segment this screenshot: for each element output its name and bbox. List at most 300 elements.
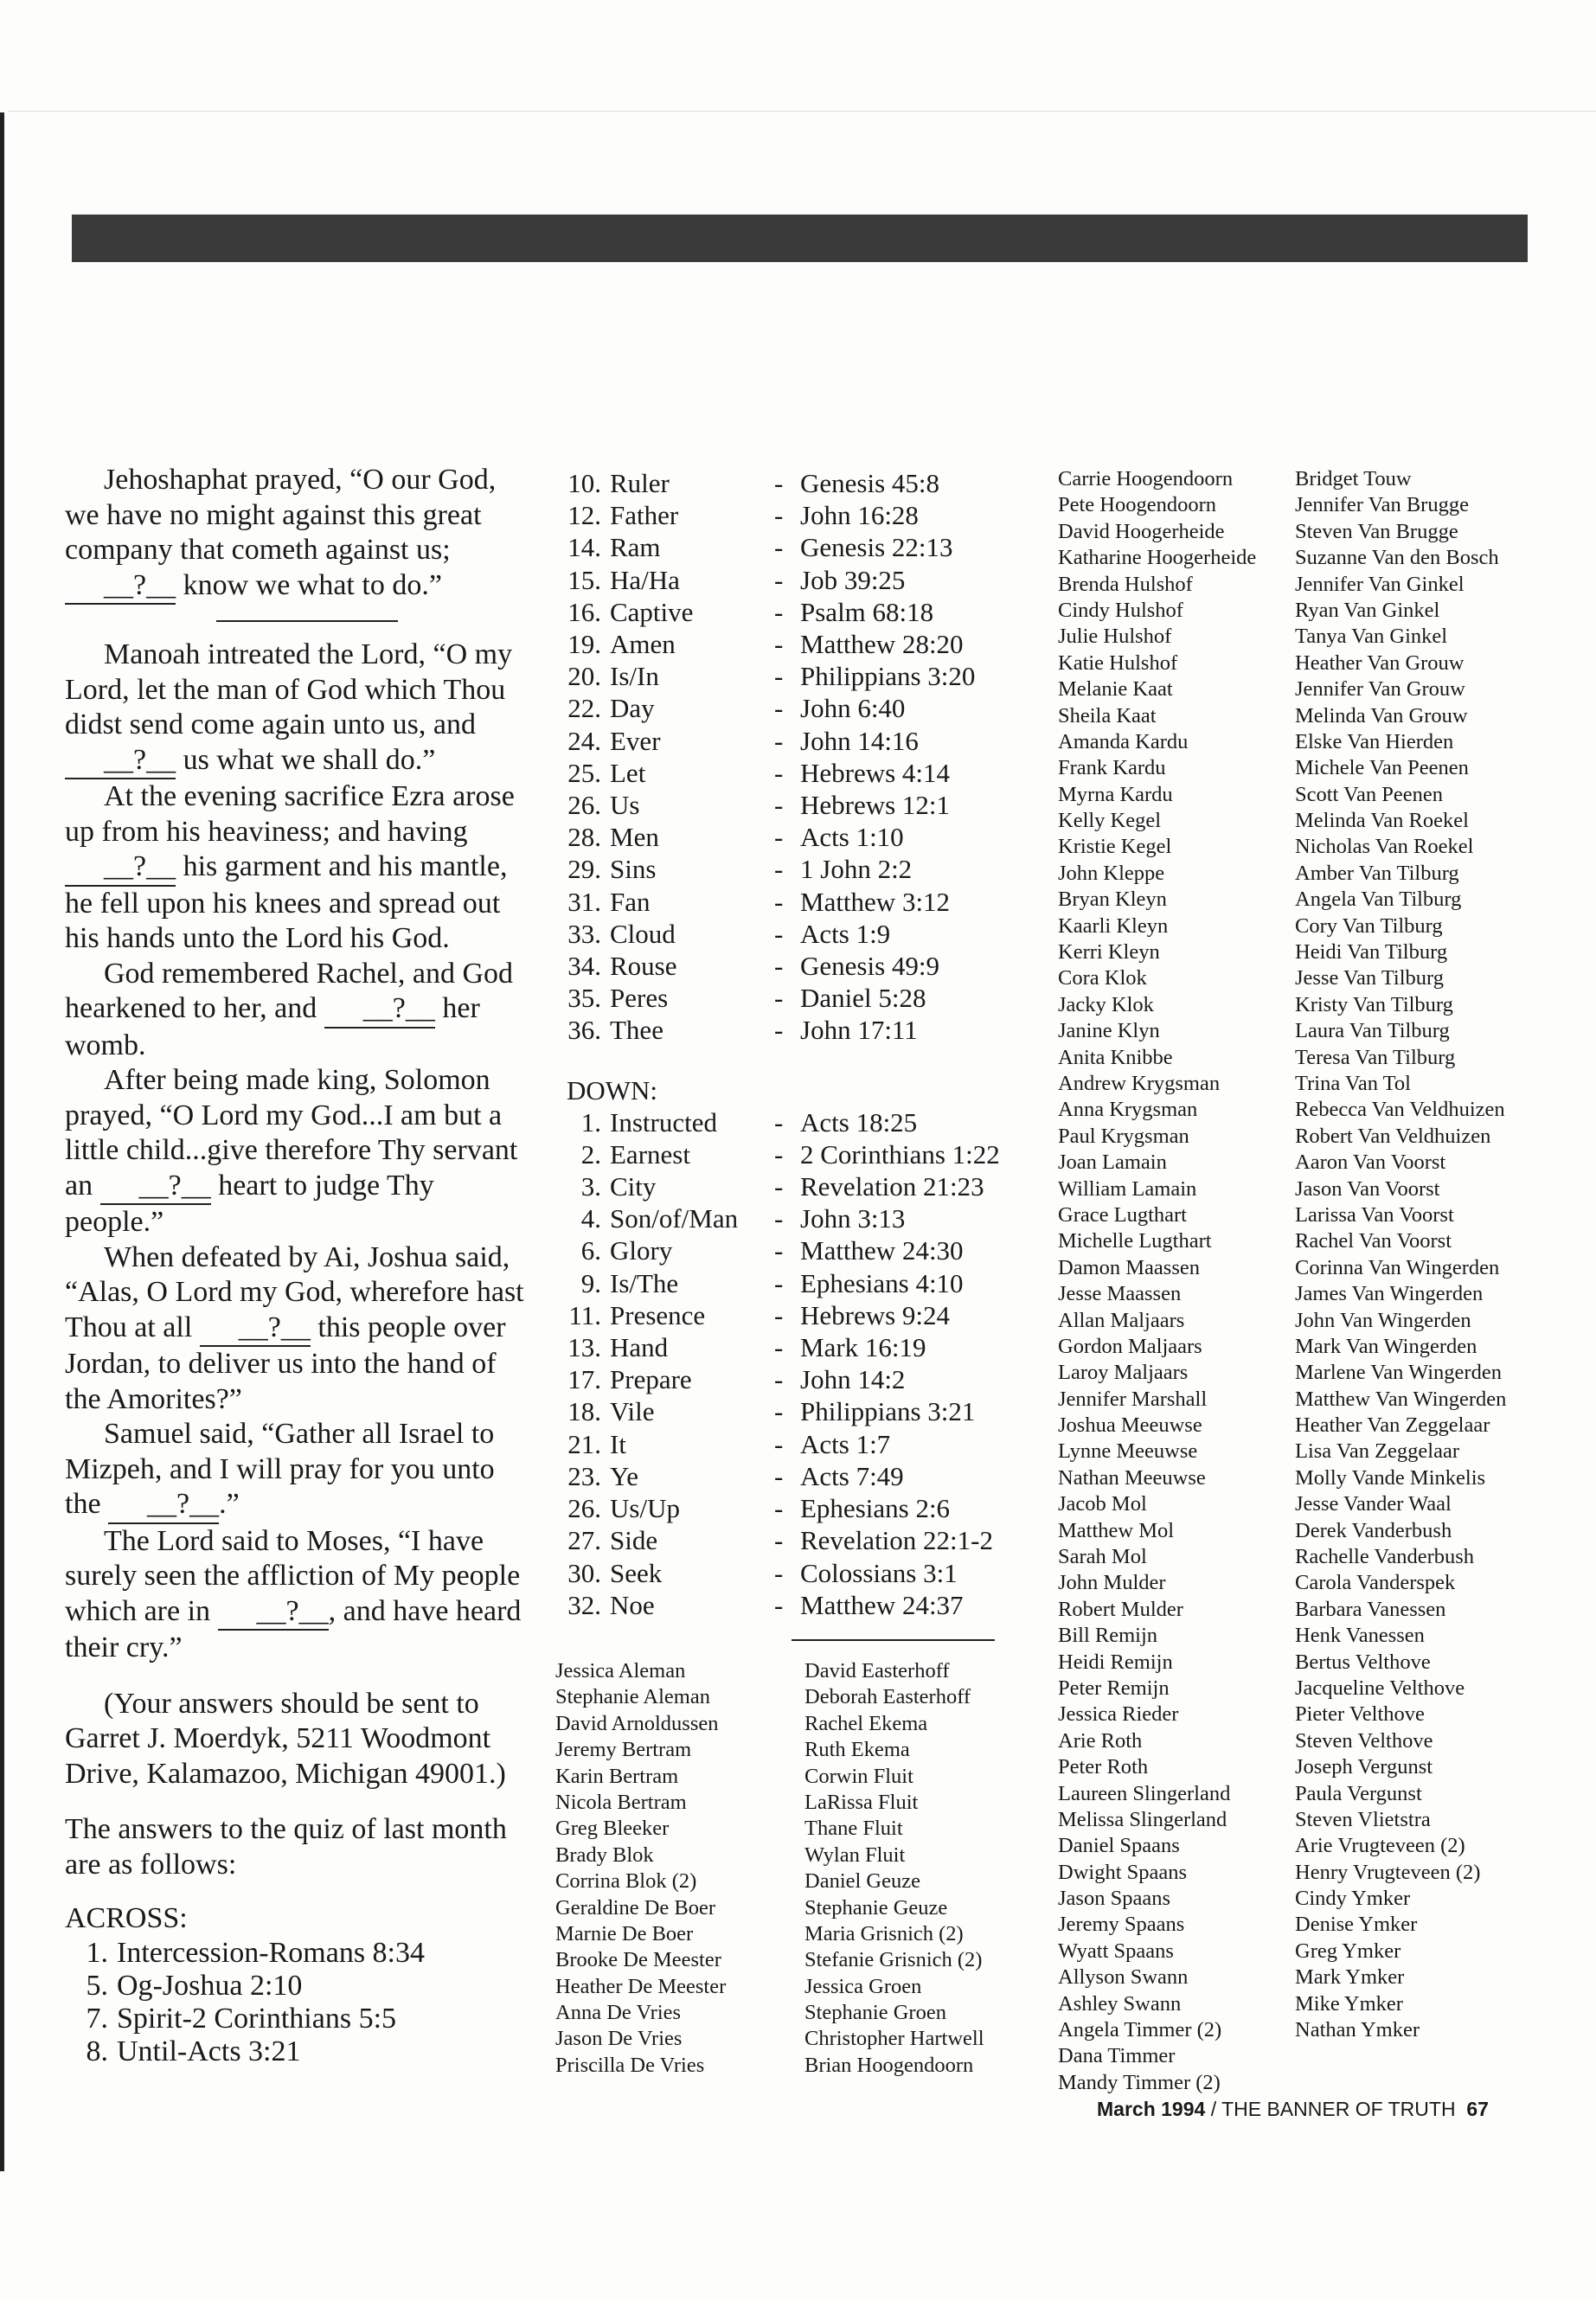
contributor-name: Paula Vergunst: [1295, 1781, 1422, 1805]
contributor-name: Molly Vande Minkelis: [1295, 1465, 1486, 1490]
quiz-clue: The Lord said to Moses, “I have surely seen the affliction of My people which are in __?__, and have heard their cry.”: [65, 1524, 522, 1663]
contributor-name: Melanie Kaat: [1058, 677, 1173, 702]
contributor-name: Kaarli Kleyn: [1058, 913, 1169, 938]
names-column-a: [555, 1658, 726, 2079]
dash: -: [774, 822, 784, 853]
dash: -: [774, 1364, 784, 1395]
scripture-reference: Philippians 3:20: [800, 661, 976, 692]
clue-number: 29.: [567, 854, 601, 885]
contributor-name: Marnie De Boer: [555, 1921, 694, 1945]
answer-row: [567, 628, 1034, 660]
contributor-name: Rebecca Van Veldhuizen: [1295, 1098, 1505, 1122]
contributor-name: Nicola Bertram: [555, 1790, 687, 1814]
answer-word: Ye: [610, 1460, 639, 1491]
dash: -: [774, 886, 784, 917]
answer-row: [567, 1428, 1034, 1460]
quiz-clue: When defeated by Ai, Joshua said, “Alas, O Lord my God, wherefore hast Thou at all __?__ this people over Jordan, to deliver us into the hand of the Amorites?”: [65, 1240, 524, 1415]
contributor-name: Stephanie Aleman: [555, 1685, 710, 1709]
answer-row: [65, 2035, 536, 2068]
clue-number: 22.: [567, 693, 601, 724]
contributor-name: Maria Grisnich (2): [804, 1921, 964, 1945]
answers-column: [567, 467, 1034, 1621]
contributor-name: Jennifer Van Grouw: [1295, 677, 1465, 702]
answer-row: [567, 950, 1034, 982]
answer-word: Peres: [610, 983, 669, 1014]
contributor-name: Denise Ymker: [1295, 1913, 1418, 1937]
clue-number: 34.: [567, 951, 601, 982]
contributor-name: Heidi Remijn: [1058, 1650, 1173, 1674]
dash: -: [774, 1428, 784, 1459]
contributor-name: Derek Vanderbush: [1295, 1518, 1452, 1542]
contributor-name: Elske Van Hierden: [1295, 729, 1454, 753]
answer-word: Cloud: [610, 918, 676, 949]
contributor-name: Pete Hoogendoorn: [1058, 493, 1217, 517]
clue-number: 17.: [567, 1364, 601, 1395]
contributor-name: Angela Timmer (2): [1058, 2018, 1222, 2042]
contributor-name: Amber Van Tilburg: [1295, 861, 1459, 885]
clue-number: 26.: [567, 1493, 601, 1524]
dash: -: [774, 983, 784, 1014]
page-footer: [1097, 2098, 1489, 2121]
contributor-name: Sarah Mol: [1058, 1545, 1147, 1569]
dash: -: [152, 1969, 163, 2002]
clue-number: 9.: [580, 1267, 601, 1298]
scripture-reference: John 16:28: [800, 500, 919, 531]
contributor-name: Allyson Swann: [1058, 1965, 1189, 1990]
answer-word: Day: [610, 693, 655, 724]
answer-row: [567, 821, 1034, 853]
clue-number: 5.: [86, 1969, 108, 2002]
answer-word: Captive: [610, 596, 694, 627]
dash: -: [774, 1396, 784, 1427]
clue-number: 6.: [580, 1235, 601, 1266]
clue-number: 1.: [580, 1106, 601, 1138]
contributor-name: William Lamain: [1058, 1176, 1197, 1201]
clue-number: 7.: [86, 2002, 108, 2035]
answer-word: Us/Up: [610, 1493, 680, 1524]
dash: -: [774, 1589, 784, 1620]
contributor-name: Heather Van Grouw: [1295, 651, 1465, 675]
clue-number: 15.: [567, 564, 601, 595]
dash: -: [774, 1267, 784, 1298]
answer-word: Prepare: [610, 1364, 692, 1395]
answer-word: Ram: [610, 532, 661, 563]
dash: -: [774, 1557, 784, 1588]
scripture-reference: Genesis 22:13: [800, 532, 953, 563]
contributor-name: Nathan Ymker: [1295, 2018, 1420, 2042]
clue-number: 36.: [567, 1015, 601, 1046]
contributor-name: Peter Remijn: [1058, 1676, 1170, 1700]
answer-word: Presence: [610, 1299, 706, 1330]
publication-name: THE BANNER OF TRUTH: [1221, 2098, 1456, 2120]
dash: -: [774, 918, 784, 949]
contributor-name: Heather Van Zeggelaar: [1295, 1413, 1490, 1438]
clue-number: 13.: [567, 1332, 601, 1363]
contributor-name: Greg Bleeker: [555, 1817, 670, 1841]
contributor-name: Heather De Meester: [555, 1974, 727, 1998]
contributor-name: Ashley Swann: [1058, 1991, 1182, 2016]
scripture-reference: Acts 1:7: [800, 1428, 891, 1459]
answer-word: Us: [610, 790, 640, 821]
contributor-name: Nathan Meeuwse: [1058, 1465, 1206, 1490]
across-list-part2: [567, 467, 1034, 1047]
answer-row: [567, 918, 1034, 950]
answer-row: [567, 853, 1034, 885]
contributor-name: Mark Van Wingerden: [1295, 1334, 1477, 1358]
clue-number: 8.: [86, 2035, 108, 2067]
scripture-reference: Daniel 5:28: [800, 983, 926, 1014]
quiz-clue: After being made king, Solomon prayed, “O Lord my God...I am but a little child...give therefore Thy servant an __?__ heart to judge Thy people.”: [65, 1064, 518, 1238]
clue-number: 26.: [567, 790, 601, 821]
scripture-reference: John 6:40: [800, 693, 906, 724]
dash: -: [774, 1525, 784, 1556]
answer-blank: __?__: [65, 568, 176, 606]
contributor-name: Daniel Spaans: [1058, 1834, 1180, 1858]
contributor-name: Nicholas Van Roekel: [1295, 835, 1474, 859]
contributor-name: Carrie Hoogendoorn: [1058, 467, 1234, 490]
answer-word: Rouse: [610, 951, 677, 982]
contributor-name: Greg Ymker: [1295, 1939, 1401, 1963]
contributor-name: Priscilla De Vries: [555, 2053, 705, 2077]
contributor-name: Bill Remijn: [1058, 1624, 1158, 1648]
contributor-name: John Kleppe: [1058, 861, 1165, 885]
contributor-name: Paul Krygsman: [1058, 1124, 1189, 1148]
contributor-name: Mandy Timmer (2): [1058, 2070, 1221, 2094]
answer-word: Father: [610, 500, 679, 531]
answer-row: [567, 1138, 1034, 1170]
answer-blank: __?__: [100, 1169, 211, 1206]
clue-number: 27.: [567, 1525, 601, 1556]
clue-number: 12.: [567, 500, 601, 531]
contributor-name: Laura Van Tilburg: [1295, 1019, 1450, 1043]
contributor-name: Jesse Van Tilburg: [1295, 966, 1445, 990]
clue-number: 32.: [567, 1589, 601, 1620]
answer-word: Glory: [610, 1235, 673, 1266]
answer-row: [567, 692, 1034, 724]
contributor-name: Steven Velthove: [1295, 1728, 1433, 1753]
contributor-name: David Hoogerheide: [1058, 519, 1225, 543]
contributor-name: Brenda Hulshof: [1058, 572, 1193, 596]
contributor-name: Melinda Van Roekel: [1295, 809, 1469, 833]
contributor-name: Gordon Maljaars: [1058, 1334, 1202, 1358]
answer-row: [567, 1589, 1034, 1621]
dash: -: [774, 1493, 784, 1524]
contributor-name: Steven Van Brugge: [1295, 519, 1458, 543]
dash: -: [774, 1332, 784, 1363]
answer-row: [567, 1299, 1034, 1331]
answer-row: [567, 1524, 1034, 1556]
quiz-column: [65, 463, 536, 2068]
dash: -: [176, 2035, 188, 2067]
contributor-name: Suzanne Van den Bosch: [1295, 546, 1499, 570]
scripture-reference: Genesis 49:9: [800, 951, 940, 982]
contributor-name: Wyatt Spaans: [1058, 1939, 1174, 1963]
contributor-name: Marlene Van Wingerden: [1295, 1361, 1502, 1385]
clue-number: 28.: [567, 822, 601, 853]
answer-row: [567, 1363, 1034, 1395]
scripture-reference: Acts 18:25: [800, 1106, 918, 1138]
scripture-reference: Acts 7:49: [800, 1460, 904, 1491]
contributor-name: Dwight Spaans: [1058, 1860, 1188, 1884]
answer-word: Intercession: [117, 1936, 260, 1969]
contributor-name: Joseph Vergunst: [1295, 1755, 1433, 1779]
clue-number: 30.: [567, 1557, 601, 1588]
quiz-clue: At the evening sacrifice Ezra arose up from his heaviness; and having __?__ his garment and his mantle, he fell upon his knees and spread out his hands unto the Lord his God.: [65, 780, 515, 954]
answer-blank: __?__: [108, 1487, 219, 1524]
contributor-name: Barbara Vanessen: [1295, 1597, 1446, 1621]
answer-word: Until: [117, 2035, 177, 2067]
answer-blank: __?__: [218, 1594, 329, 1631]
scripture-reference: Joshua 2:10: [162, 1969, 303, 2002]
contributor-name: Jason De Vries: [555, 2027, 683, 2051]
contributor-name: Dana Timmer: [1058, 2044, 1176, 2068]
contributor-name: Brian Hoogendoorn: [804, 2053, 974, 2077]
contributor-name: Larissa Van Voorst: [1295, 1202, 1454, 1227]
contributor-name: John Mulder: [1058, 1571, 1166, 1595]
contributor-name: Wylan Fluit: [804, 1843, 906, 1867]
scripture-reference: Ephesians 2:6: [800, 1493, 951, 1524]
contributor-name: Joan Lamain: [1058, 1150, 1167, 1175]
scripture-reference: Matthew 3:12: [800, 886, 951, 917]
contributor-name: Grace Lugthart: [1058, 1202, 1187, 1227]
contributor-name: Corrina Blok (2): [555, 1869, 697, 1894]
names-column-c: [1058, 466, 1256, 2096]
answer-row: [567, 1267, 1034, 1299]
contributor-name: Jesse Maassen: [1058, 1282, 1182, 1306]
answer-row: [567, 1492, 1034, 1524]
contributor-name: Karin Bertram: [555, 1764, 679, 1788]
scripture-reference: Acts 1:10: [800, 822, 904, 853]
answer-row: [567, 757, 1034, 789]
contributor-name: Geraldine De Boer: [555, 1895, 716, 1920]
scripture-reference: Acts 1:9: [800, 918, 891, 949]
answer-word: Vile: [610, 1396, 655, 1427]
contributor-name: Corwin Fluit: [804, 1764, 913, 1788]
contributor-name: Lynne Meeuwse: [1058, 1439, 1198, 1464]
scripture-reference: John 17:11: [800, 1015, 918, 1046]
contributor-name: Jesse Vander Waal: [1295, 1492, 1452, 1516]
clue-number: 20.: [567, 661, 601, 692]
contributor-name: Michele Van Peenen: [1295, 756, 1469, 780]
contributor-name: Andrew Krygsman: [1058, 1071, 1221, 1095]
address-note: (Your answers should be sent to Garret J. Moerdyk, 5211 Woodmont Drive, Kalamazoo, Michigan 49001.): [65, 1687, 506, 1790]
contributor-name: Jennifer Marshall: [1058, 1387, 1208, 1411]
dash: -: [774, 1171, 784, 1202]
contributor-name: John Van Wingerden: [1295, 1308, 1471, 1332]
answer-word: City: [610, 1171, 657, 1202]
answer-row: [567, 789, 1034, 821]
quiz-clue: God remembered Rachel, and God hearkened to her, and __?__ her womb.: [65, 957, 513, 1061]
contributor-name: Bryan Kleyn: [1058, 888, 1167, 912]
answer-row: [567, 1106, 1034, 1138]
answer-word: Spirit: [117, 2002, 183, 2035]
scripture-reference: Acts 3:21: [187, 2035, 301, 2067]
answer-word: Hand: [610, 1332, 669, 1363]
answer-row: [567, 660, 1034, 692]
answer-word: Ruler: [610, 468, 670, 498]
contributor-name: Angela Van Tilburg: [1295, 888, 1462, 912]
contributor-name: Anita Knibbe: [1058, 1045, 1173, 1069]
contributor-name: Janine Klyn: [1058, 1019, 1160, 1043]
contributor-name: Kelly Kegel: [1058, 809, 1162, 833]
contributor-name: Jacky Klok: [1058, 992, 1154, 1016]
contributor-name: Laureen Slingerland: [1058, 1781, 1231, 1805]
answer-row: [65, 2003, 536, 2035]
divider: [792, 1639, 995, 1641]
contributor-name: Rachelle Vanderbush: [1295, 1545, 1475, 1569]
contributor-name: Jennifer Van Brugge: [1295, 493, 1469, 517]
header-band: [72, 215, 1528, 262]
contributor-name: Cora Klok: [1058, 966, 1147, 990]
answer-word: Son/of/Man: [610, 1203, 739, 1234]
contributor-name: Anna Krygsman: [1058, 1098, 1198, 1122]
answer-row: [567, 467, 1034, 499]
scripture-reference: 1 John 2:2: [800, 854, 913, 885]
answer-row: [567, 1202, 1034, 1234]
answer-word: Instructed: [610, 1106, 717, 1138]
answer-row: [567, 499, 1034, 531]
contributor-name: Michelle Lugthart: [1058, 1229, 1212, 1253]
contributor-name: Pieter Velthove: [1295, 1702, 1425, 1727]
contributor-name: Henk Vanessen: [1295, 1624, 1425, 1648]
contributor-name: Bridget Touw: [1295, 467, 1412, 490]
answer-word: Sins: [610, 854, 657, 885]
clue-number: 16.: [567, 596, 601, 627]
answer-blank: __?__: [324, 991, 435, 1029]
dash: -: [774, 1203, 784, 1234]
contributor-name: Kerri Kleyn: [1058, 940, 1160, 965]
scripture-reference: Colossians 3:1: [800, 1557, 958, 1588]
contributor-name: Melissa Slingerland: [1058, 1807, 1227, 1831]
contributor-name: Arie Vrugteveen (2): [1295, 1834, 1465, 1858]
answer-row: [567, 1557, 1034, 1589]
contributor-name: Jacob Mol: [1058, 1492, 1147, 1516]
contributor-name: Jessica Groen: [804, 1974, 922, 1998]
dash: -: [774, 1299, 784, 1330]
answer-word: Ha/Ha: [610, 564, 680, 595]
contributor-name: Matthew Mol: [1058, 1518, 1175, 1542]
answer-row: [567, 1234, 1034, 1266]
dash: -: [182, 2002, 192, 2035]
names-column-d: [1295, 466, 1506, 2043]
clue-number: 3.: [580, 1171, 601, 1202]
quiz-clue: Jehoshaphat prayed, “O our God, we have no might against this great company that cometh against us; __?__ know we what to do.”: [65, 463, 536, 605]
contributor-name: Stephanie Geuze: [804, 1895, 948, 1920]
contributor-name: Jeremy Bertram: [555, 1738, 692, 1762]
dash: -: [774, 790, 784, 821]
answer-row: [567, 1014, 1034, 1046]
scripture-reference: Matthew 24:37: [800, 1589, 964, 1620]
scripture-reference: Romans 8:34: [268, 1936, 426, 1969]
contributor-name: LaRissa Fluit: [804, 1790, 919, 1814]
contributor-name: Allan Maljaars: [1058, 1308, 1185, 1332]
answer-word: Ever: [610, 725, 661, 756]
names-column-b: [804, 1658, 984, 2079]
dash: -: [774, 564, 784, 595]
answer-row: [567, 596, 1034, 628]
quiz-clue: Manoah intreated the Lord, “O my Lord, let the man of God which Thou didst send come again unto us, and __?__ us what we shall do.”: [65, 638, 536, 779]
scripture-reference: Job 39:25: [800, 564, 906, 595]
clue-number: 2.: [580, 1138, 601, 1170]
across-heading: ACROSS:: [65, 1902, 188, 1934]
contributor-name: Mike Ymker: [1295, 1991, 1403, 2016]
scripture-reference: Genesis 45:8: [800, 468, 940, 498]
dash: -: [774, 854, 784, 885]
answer-row: [567, 1395, 1034, 1427]
contributor-name: Damon Maassen: [1058, 1255, 1200, 1279]
contributor-name: Laroy Maljaars: [1058, 1361, 1189, 1385]
clue-number: 23.: [567, 1460, 601, 1491]
footer-separator: /: [1205, 2098, 1222, 2120]
contributor-name: Corinna Van Wingerden: [1295, 1255, 1500, 1279]
page-number: 67: [1466, 2098, 1489, 2120]
dash: -: [774, 1015, 784, 1046]
contributor-name: Steven Vlietstra: [1295, 1807, 1431, 1831]
dash: -: [774, 532, 784, 563]
answer-row: [65, 1937, 536, 1970]
scan-edge: [0, 112, 4, 2171]
contributor-name: Scott Van Peenen: [1295, 782, 1444, 806]
contributor-name: Christopher Hartwell: [804, 2027, 984, 2051]
contributor-name: Jennifer Van Ginkel: [1295, 572, 1465, 596]
dash: -: [774, 693, 784, 724]
contributor-name: Tanya Van Ginkel: [1295, 625, 1448, 649]
clue-number: 35.: [567, 983, 601, 1014]
clue-number: 25.: [567, 757, 601, 788]
contributor-name: Bertus Velthove: [1295, 1650, 1431, 1674]
contributor-name: Frank Kardu: [1058, 756, 1166, 780]
answer-blank: __?__: [65, 849, 176, 887]
scripture-reference: Hebrews 4:14: [800, 757, 951, 788]
contributor-name: Thane Fluit: [804, 1817, 903, 1841]
scripture-reference: Matthew 28:20: [800, 629, 964, 660]
divider: [216, 620, 398, 622]
answer-word: Men: [610, 822, 659, 853]
clue-number: 21.: [567, 1428, 601, 1459]
contributor-name: Peter Roth: [1058, 1755, 1149, 1779]
answer-word: Amen: [610, 629, 676, 660]
contributor-name: James Van Wingerden: [1295, 1282, 1484, 1306]
contributor-name: Anna De Vries: [555, 2001, 682, 2025]
contributor-name: Katharine Hoogerheide: [1058, 546, 1257, 570]
contributor-name: Jessica Rieder: [1058, 1702, 1179, 1727]
answer-word: It: [610, 1428, 626, 1459]
clue-number: 1.: [86, 1936, 108, 1969]
contributor-name: Carola Vanderspek: [1295, 1571, 1456, 1595]
contributor-name: Rachel Ekema: [804, 1711, 928, 1735]
contributor-name: Arie Roth: [1058, 1728, 1143, 1753]
contributor-name: Katie Hulshof: [1058, 651, 1178, 675]
contributor-name: Aaron Van Voorst: [1295, 1150, 1446, 1175]
contributor-name: Lisa Van Zeggelaar: [1295, 1439, 1460, 1464]
contributor-name: Jessica Aleman: [555, 1659, 686, 1682]
answer-blank: __?__: [65, 743, 176, 780]
contributor-name: Trina Van Tol: [1295, 1071, 1411, 1095]
contributor-name: Jason Van Voorst: [1295, 1176, 1440, 1201]
contributor-name: Cory Van Tilburg: [1295, 913, 1443, 938]
dash: -: [774, 1460, 784, 1491]
answer-row: [567, 1331, 1034, 1363]
contributor-name: Kristie Kegel: [1058, 835, 1172, 859]
contributor-name: Daniel Geuze: [804, 1869, 920, 1894]
contributor-name: Rachel Van Voorst: [1295, 1229, 1452, 1253]
top-rule: [9, 111, 1596, 112]
contributor-name: Jeremy Spaans: [1058, 1913, 1185, 1937]
dash: -: [774, 596, 784, 627]
contributor-name: Joshua Meeuwse: [1058, 1413, 1202, 1438]
answer-row: [567, 982, 1034, 1014]
answer-word: Noe: [610, 1589, 655, 1620]
